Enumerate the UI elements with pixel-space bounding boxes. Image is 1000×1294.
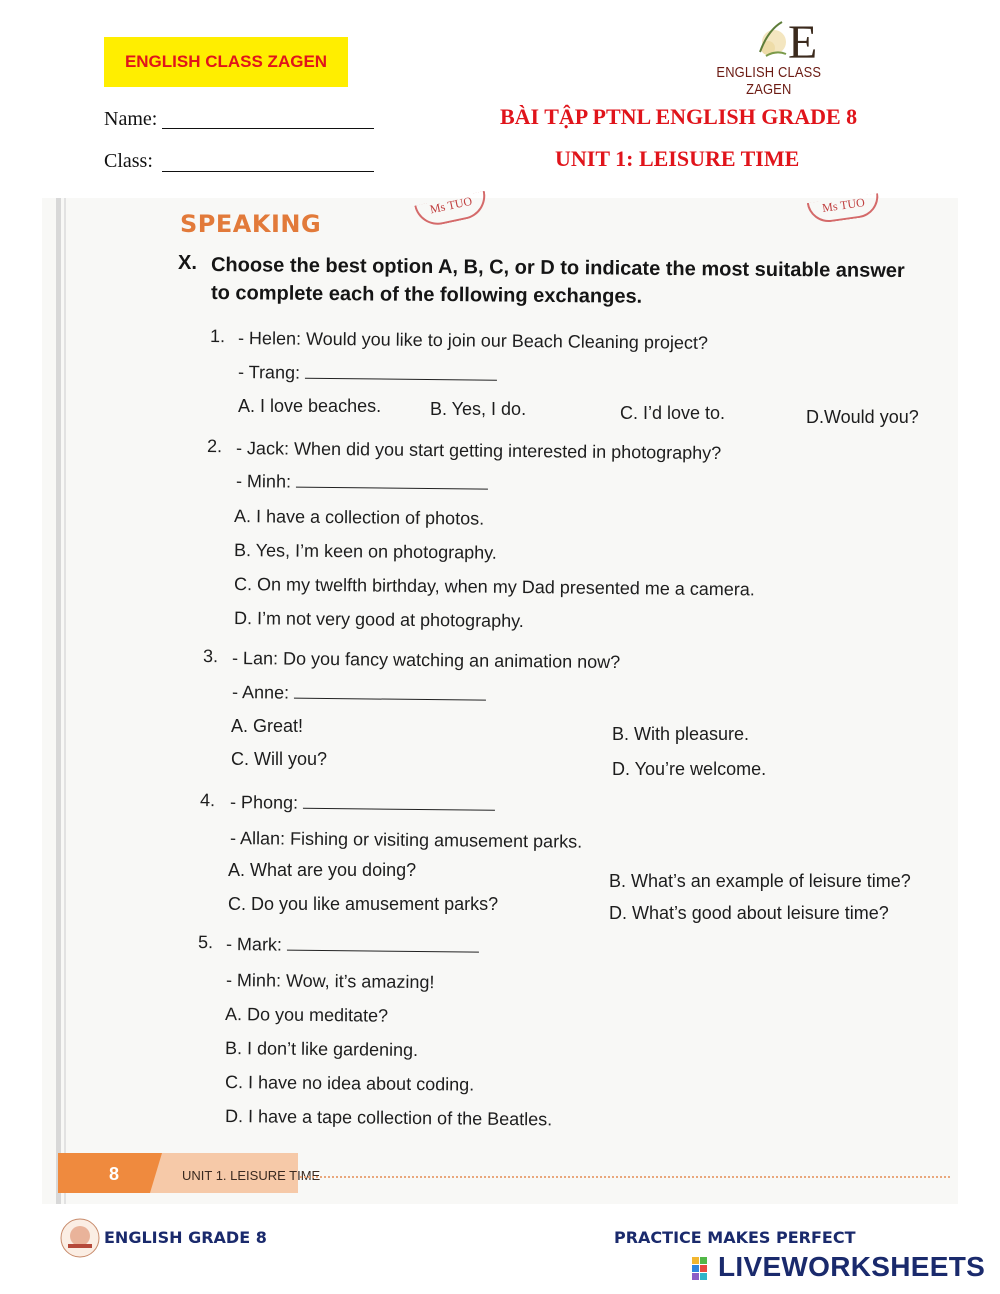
option: B. Yes, I’m keen on photography. — [233, 540, 497, 563]
option: A. I love beaches. — [238, 396, 382, 416]
question-number: 3. — [202, 646, 219, 667]
footer-dotted-line — [300, 1176, 950, 1178]
question-speaker — [226, 934, 479, 958]
option: B. With pleasure. — [612, 724, 750, 744]
speaker-label: - Mark: — [225, 934, 283, 955]
option: A. Do you meditate? — [224, 1004, 389, 1026]
answer-blank[interactable] — [303, 808, 495, 811]
teacher-stamp: Ms TUO — [414, 191, 489, 229]
name-label: Name: — [104, 108, 158, 130]
option: D. I have a tape collection of the Beatles. — [224, 1106, 553, 1130]
question-prompt: - Helen: Would you like to join our Beach Cleaning project? — [237, 328, 709, 353]
option: A. Great! — [231, 716, 304, 736]
school-logo-icon — [60, 1218, 100, 1258]
page-binding — [56, 198, 61, 1204]
answer-blank[interactable] — [287, 950, 479, 953]
speaker-label: - Anne: — [231, 682, 290, 703]
question-speaker — [232, 682, 486, 706]
liveworksheets-logo-icon — [692, 1257, 716, 1281]
unit-title: UNIT 1: LEISURE TIME — [555, 146, 800, 171]
question-prompt: - Lan: Do you fancy watching an animation now? — [231, 648, 621, 673]
option: B. Yes, I do. — [430, 399, 527, 419]
option: B. What’s an example of leisure time? — [609, 871, 911, 891]
class-field[interactable] — [162, 171, 374, 172]
answer-blank[interactable] — [294, 698, 486, 701]
option: C. Will you? — [231, 749, 328, 769]
name-field[interactable] — [162, 128, 374, 129]
page-binding-line — [64, 198, 66, 1204]
question-prompt: - Minh: Wow, it’s amazing! — [225, 970, 435, 993]
worksheet-title: BÀI TẬP PTNL ENGLISH GRADE 8 — [500, 104, 858, 129]
page-number: 8 — [108, 1164, 120, 1184]
question-speaker — [230, 792, 495, 816]
instruction-line-2: to complete each of the following exchanges. — [210, 282, 643, 308]
instruction-marker: X. — [178, 252, 197, 274]
question-prompt: - Allan: Fishing or visiting amusement parks. — [229, 828, 583, 852]
scanned-worksheet — [42, 193, 958, 1204]
logo-caption: ENGLISH CLASS ZAGEN — [716, 64, 822, 98]
speaker-label: - Minh: — [235, 471, 292, 492]
brand-badge: ENGLISH CLASS ZAGEN — [104, 37, 348, 87]
instruction-line-1: Choose the best option A, B, C, or D to indicate the most suitable answer — [210, 254, 905, 283]
teacher-stamp-2: Ms TUO — [807, 193, 881, 225]
question-number: 2. — [206, 436, 223, 457]
option: C. On my twelfth birthday, when my Dad presented me a camera. — [233, 574, 755, 600]
footer-motto: PRACTICE MAKES PERFECT — [614, 1228, 856, 1247]
option: D. You’re welcome. — [612, 759, 767, 779]
speaker-label: - Phong: — [229, 792, 299, 813]
answer-blank[interactable] — [305, 378, 497, 381]
option: A. What are you doing? — [228, 860, 417, 880]
page-footer-bar — [58, 1153, 321, 1193]
option: A. I have a collection of photos. — [233, 506, 485, 529]
option: C. I have no idea about coding. — [224, 1072, 475, 1095]
option: B. I don’t like gardening. — [224, 1038, 419, 1061]
question-number: 4. — [199, 790, 216, 811]
question-number: 1. — [209, 326, 226, 347]
liveworksheets-brand: LIVEWORKSHEETS — [718, 1251, 986, 1282]
logo-letter: E — [788, 16, 818, 69]
answer-blank[interactable] — [296, 487, 488, 490]
option: C. I’d love to. — [620, 403, 726, 423]
class-label: Class: — [104, 150, 153, 172]
option: D. I’m not very good at photography. — [233, 608, 524, 632]
section-heading: SPEAKING — [180, 210, 322, 238]
speaker-label: - Trang: — [237, 362, 301, 383]
question-speaker — [238, 362, 497, 386]
option: D.Would you? — [806, 407, 919, 427]
page-unit-label: UNIT 1. LEISURE TIME — [182, 1168, 321, 1183]
question-prompt: - Jack: When did you start getting interested in photography? — [235, 438, 722, 464]
option: D. What’s good about leisure time? — [609, 903, 889, 923]
option: C. Do you like amusement parks? — [228, 894, 499, 914]
footer-grade: ENGLISH GRADE 8 — [104, 1228, 267, 1247]
question-speaker — [236, 471, 488, 495]
question-number: 5. — [197, 932, 214, 953]
